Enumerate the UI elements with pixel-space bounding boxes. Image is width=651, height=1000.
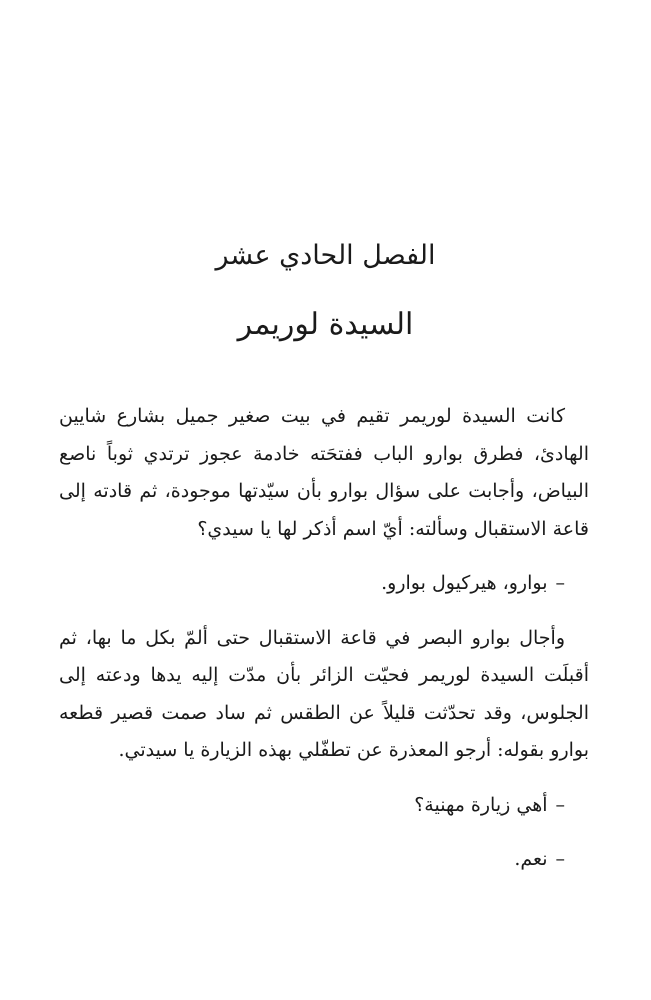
dialogue-text-1: بوارو، هيركيول بوارو. xyxy=(381,572,548,594)
chapter-subtitle: السيدة لوريمر xyxy=(237,307,414,342)
dialogue-dash: – xyxy=(555,793,565,816)
chapter-body xyxy=(59,398,589,896)
dialogue-dash: – xyxy=(555,848,565,870)
dialogue-line-1 xyxy=(59,565,589,603)
paragraph-1: كانت السيدة لوريمر تقيم في بيت صغير جميل بشارع شايين الهادئ، فطرق بوارو الباب ففتحَته خادمة عجوز ترتدي ثوباً ناصع البياض، وأجابت على سؤال بوارو بأن سيّدتها موجودة، ثم قادته إلى قاعة الاستقبال وسألته: أيّ اسم أذكر لها يا سيدي؟ xyxy=(59,405,589,540)
dialogue-text-2: أهي زيارة مهنية؟ xyxy=(414,793,548,816)
dialogue-line-3 xyxy=(59,841,589,879)
dialogue-text-3: نعم. xyxy=(514,848,548,870)
dialogue-line-2 xyxy=(59,787,589,825)
dialogue-dash: – xyxy=(555,572,565,594)
chapter-title: الفصل الحادي عشر xyxy=(215,240,436,271)
paragraph-2: وأجال بوارو البصر في قاعة الاستقبال حتى ألمّ بكل ما بها، ثم أقبلَت السيدة لوريمر فحيّت الزائر بأن مدّت إليه يدها ودعته إلى الجلوس، وقد تحدّثت قليلاً عن الطقس ثم ساد صمت قصير قطعه بوارو بقوله: أرجو المعذرة عن تطفّلي بهذه الزيارة يا سيدتي. xyxy=(59,626,589,761)
